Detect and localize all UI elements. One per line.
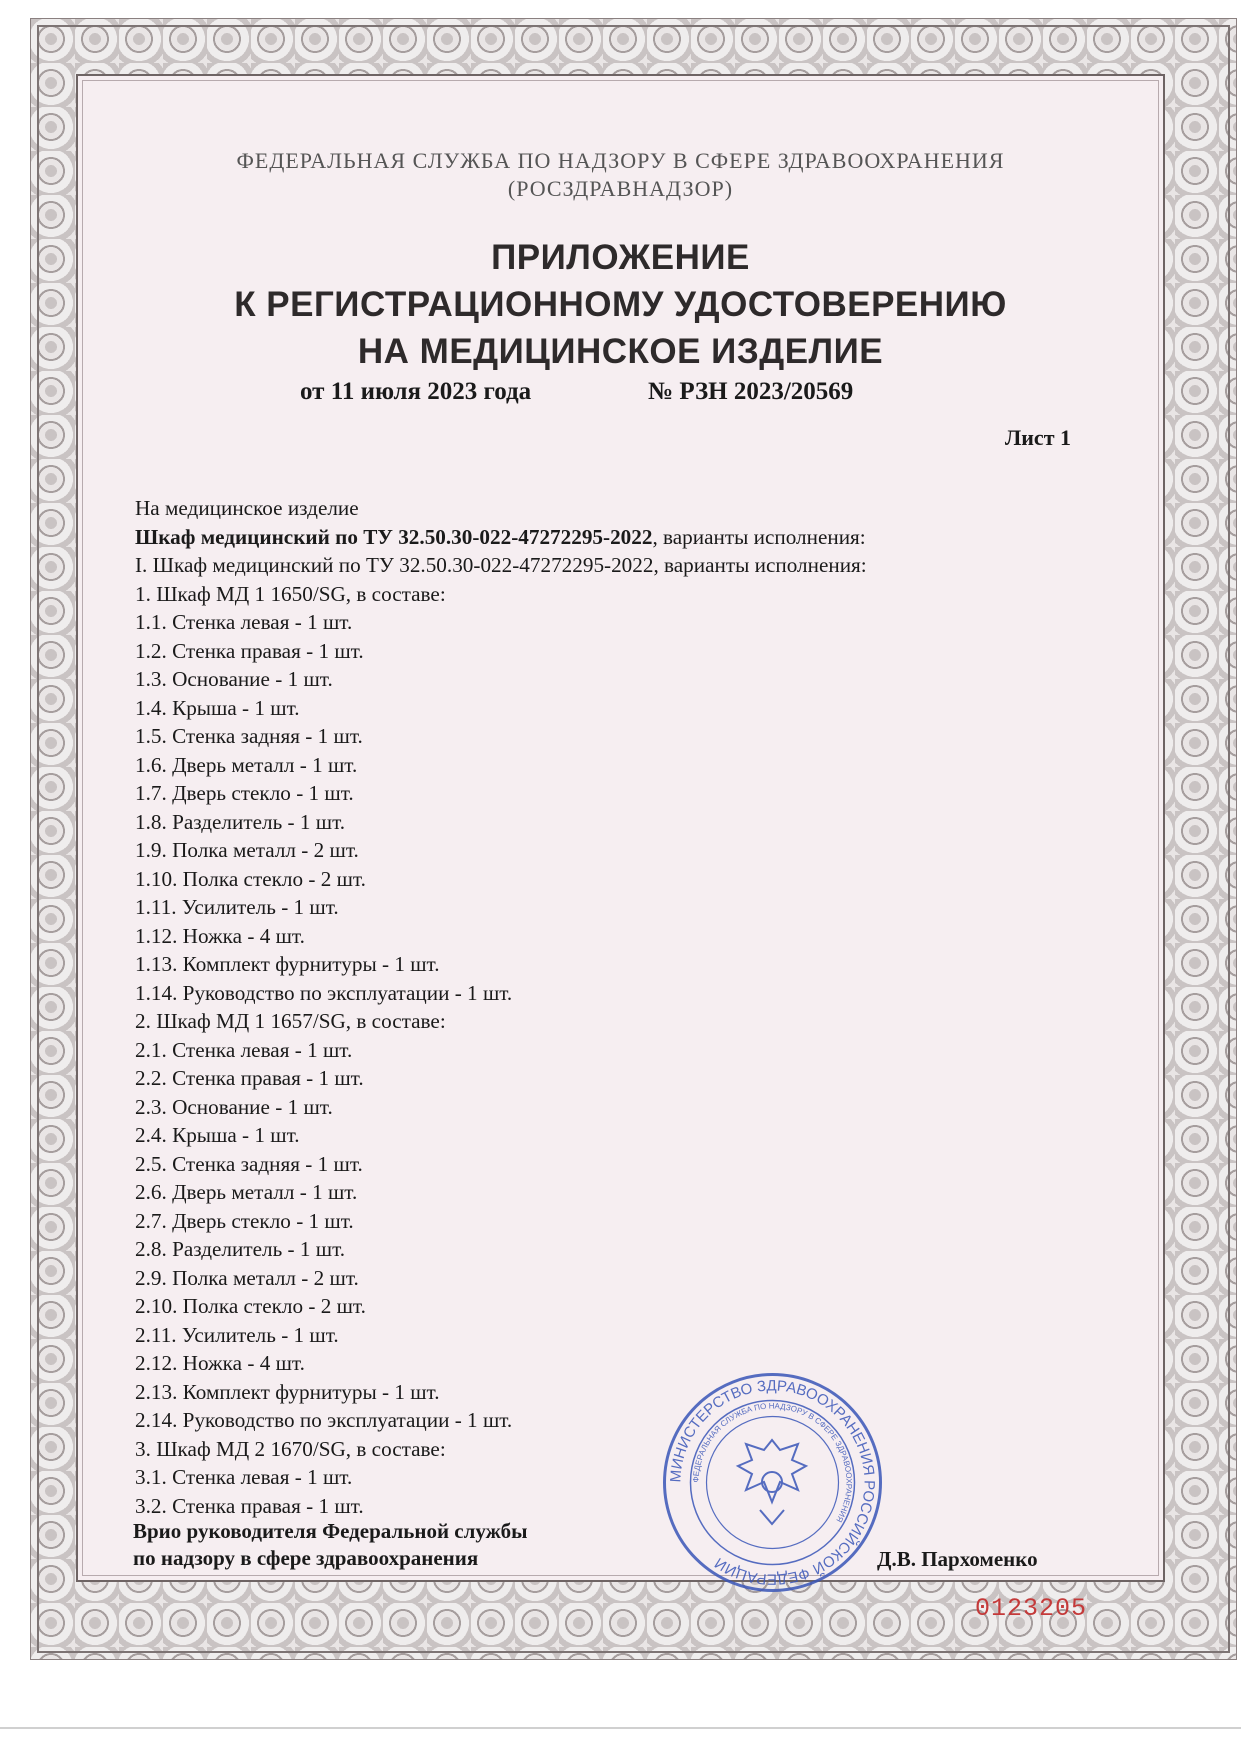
document-subtitle-1: К РЕГИСТРАЦИОННОМУ УДОСТОВЕРЕНИЮ (234, 285, 1007, 324)
list-item: 3. Шкаф МД 2 1670/SG, в составе: (135, 1436, 446, 1461)
list-item: 3.1. Стенка левая - 1 шт. (135, 1465, 353, 1489)
list-item: 2.9. Полка металл - 2 шт. (135, 1265, 359, 1290)
list-item: 1.3. Основание - 1 шт. (135, 667, 333, 691)
agency-name: ФЕДЕРАЛЬНАЯ СЛУЖБА ПО НАДЗОРУ В СФЕРЕ ЗДРАВООХРАНЕНИЯ (236, 148, 1005, 173)
list-item: 2.1. Стенка левая - 1 шт. (135, 1037, 353, 1062)
list-item: 2.7. Дверь стекло - 1 шт. (135, 1208, 354, 1233)
document-subtitle-2: НА МЕДИЦИНСКОЕ ИЗДЕЛИЕ (357, 332, 884, 371)
intro-line: На медицинское изделие (135, 496, 359, 520)
signer-title (133, 1518, 527, 1572)
list-item: 2.11. Усилитель - 1 шт. (135, 1322, 339, 1347)
list-item: 2.12. Ножка - 4 шт. (135, 1351, 305, 1375)
list-item: 2.8. Разделитель - 1 шт. (135, 1237, 346, 1261)
list-item: 1.13. Комплект фурнитуры - 1 шт. (135, 952, 440, 976)
issue-date: от 11 июля 2023 года (300, 378, 532, 405)
list-item: 1.14. Руководство по эксплуатации - 1 шт. (135, 980, 513, 1005)
list-item: 2.14. Руководство по эксплуатации - 1 шт. (135, 1408, 513, 1432)
registration-number: № РЗН 2023/20569 (648, 378, 854, 405)
eagle-emblem-icon (738, 1440, 806, 1524)
list-item: 1.5. Стенка задняя - 1 шт. (135, 724, 363, 748)
list-item: 1.10. Полка стекло - 2 шт. (135, 866, 366, 891)
list-item: 1.2. Стенка правая - 1 шт. (135, 638, 364, 663)
list-item: 2. Шкаф МД 1 1657/SG, в составе: (135, 1009, 446, 1033)
document-title: ПРИЛОЖЕНИЕ (491, 238, 750, 277)
list-item: 1.4. Крыша - 1 шт. (135, 695, 300, 720)
list-item: 1.11. Усилитель - 1 шт. (135, 895, 339, 919)
seal-ring-text: МИНИСТЕРСТВО ЗДРАВООХРАНЕНИЯ РОССИЙСКОЙ ФЕДЕРАЦИИ (667, 1377, 878, 1588)
document-body (135, 494, 1075, 1520)
sheet-number: Лист 1 (1004, 425, 1071, 450)
list-item: 2.13. Комплект фурнитуры - 1 шт. (135, 1379, 440, 1404)
list-item: 1.7. Дверь стекло - 1 шт. (135, 781, 354, 805)
list-item: 2.3. Основание - 1 шт. (135, 1094, 333, 1119)
list-item: 1.6. Дверь металл - 1 шт. (135, 752, 358, 777)
scan-edge-line (0, 1727, 1241, 1729)
list-item: 1.9. Полка металл - 2 шт. (135, 838, 359, 862)
serial-number: 0123205 (975, 1594, 1088, 1623)
list-item: 2.6. Дверь металл - 1 шт. (135, 1180, 358, 1204)
list-item: 2.5. Стенка задняя - 1 шт. (135, 1151, 363, 1176)
component-list (135, 551, 1075, 1520)
list-item: I. Шкаф медицинский по ТУ 32.50.30-022-47272295-2022, варианты исполнения: (135, 553, 867, 577)
agency-abbreviation: (РОСЗДРАВНАДЗОР) (507, 176, 734, 201)
list-item: 2.2. Стенка правая - 1 шт. (135, 1066, 364, 1090)
product-suffix: , варианты исполнения: (652, 524, 866, 549)
seal-inner-text: ФЕДЕРАЛЬНАЯ СЛУЖБА ПО НАДЗОРУ В СФЕРЕ ЗДРАВООХРАНЕНИЯ (691, 1401, 854, 1524)
signer-name: Д.В. Пархоменко (877, 1547, 1038, 1571)
signer-title-line-1: Врио руководителя Федеральной службы (133, 1519, 528, 1543)
product-name: Шкаф медицинский по ТУ 32.50.30-022-47272295-2022 (135, 524, 653, 549)
list-item: 2.4. Крыша - 1 шт. (135, 1123, 300, 1147)
list-item: 1. Шкаф МД 1 1650/SG, в составе: (135, 581, 446, 606)
list-item: 1.8. Разделитель - 1 шт. (135, 809, 346, 834)
official-seal-stamp (660, 1370, 885, 1595)
product-line (135, 523, 1075, 552)
list-item: 3.2. Стенка правая - 1 шт. (135, 1493, 364, 1518)
signer-title-line-2: по надзору в сфере здравоохранения (133, 1546, 479, 1570)
list-item: 2.10. Полка стекло - 2 шт. (135, 1294, 366, 1318)
list-item: 1.12. Ножка - 4 шт. (135, 923, 305, 948)
list-item: 1.1. Стенка левая - 1 шт. (135, 610, 353, 634)
